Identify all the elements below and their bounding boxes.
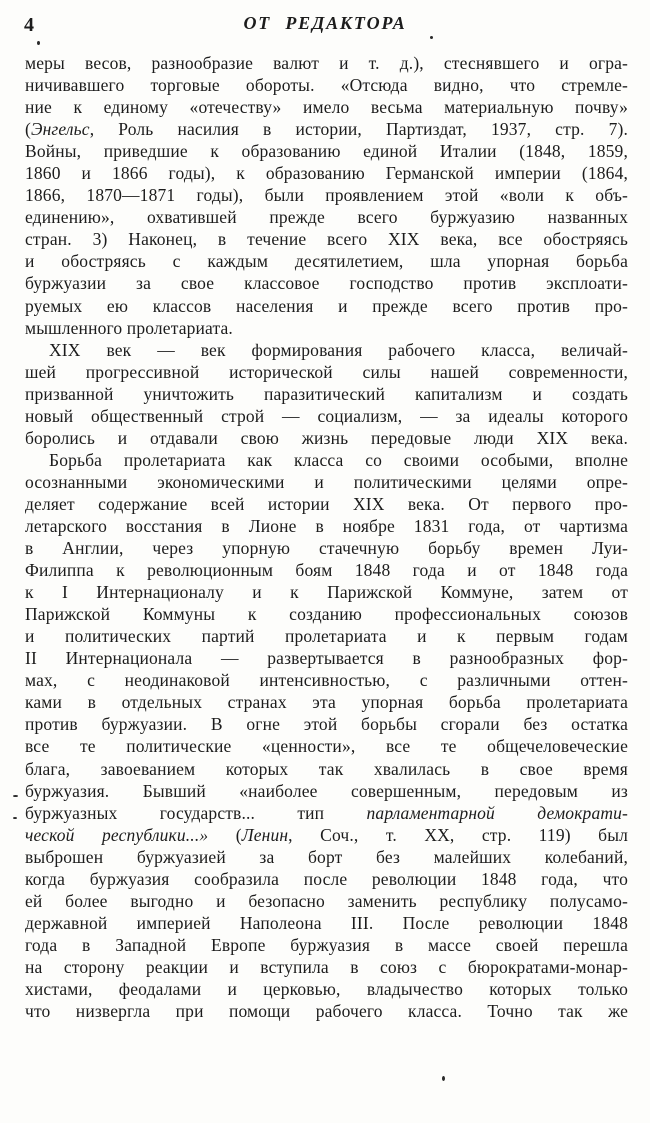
text-line [25, 449, 628, 471]
text-line [25, 603, 628, 625]
text-segment: XIX век — век формирования рабочего класса, величай- [49, 339, 628, 360]
text-line [25, 140, 628, 162]
text-line [25, 735, 628, 757]
text-line [25, 52, 628, 74]
text-segment: призванной уничтожить паразитический капитализм и создать [25, 383, 628, 404]
italic-text-segment: парламентарной демократи- [366, 802, 628, 823]
text-line [25, 162, 628, 184]
text-segment: меры весов, разнообразие валют и т. д.), стеснявшего и огра- [25, 53, 628, 73]
text-line [25, 978, 628, 1000]
text-segment: мах, с неодинаковой интенсивностью, с различными оттен- [25, 670, 628, 691]
text-line [25, 559, 628, 581]
text-segment: единению», охватившей прежде всего буржуазию названных [25, 207, 628, 228]
text-segment: ничивавшего торговые обороты. «Отсюда видно, что стремле- [25, 75, 628, 96]
text-segment: буржуазии за свое классовое господство против эксплоати- [25, 273, 628, 294]
text-line [25, 206, 628, 228]
text-segment: 1866, 1870—1871 годы), были проявлением этой «воли к объ- [25, 185, 628, 206]
text-line [25, 956, 628, 978]
text-line [25, 669, 628, 691]
text-segment: буржуазия. Бывший «наиболее совершенным, передовым из [25, 780, 628, 801]
text-segment: руемых ею классов населения и прежде всего против про- [25, 295, 628, 316]
text-line [25, 625, 628, 647]
text-segment: новый общественный строй — социализм, — за идеалы которого [25, 405, 628, 426]
text-segment: ( [25, 119, 31, 140]
text-line [25, 118, 628, 140]
text-segment: державной империей Наполеона III. После революции 1848 [25, 912, 628, 933]
text-line [25, 96, 628, 118]
text-line [25, 581, 628, 603]
text-line [25, 317, 628, 339]
text-segment: летарского восстания в Лионе в ноябре 1831 года, от чартизма [25, 515, 628, 536]
text-segment: , Роль насилия в истории, Партиздат, 1937, стр. 7). [89, 119, 628, 140]
text-line [25, 427, 628, 449]
scan-speck [37, 41, 40, 45]
text-segment: ками в отдельных странах эта упорная борьба пролетариата [25, 692, 628, 713]
text-line [25, 802, 628, 824]
body-text [25, 52, 628, 1022]
text-segment: года в Западной Европе буржуазия в массе своей перешла [25, 934, 628, 955]
text-line [25, 934, 628, 956]
text-segment: буржуазных государств... тип [25, 802, 367, 823]
text-line [25, 846, 628, 868]
text-segment: 1860 и 1866 годы), к образованию Германской империи (1864, [25, 163, 628, 184]
text-segment: боролись и отдавали свою жизнь передовые люди XIX века. [25, 427, 628, 448]
text-segment: ( [235, 824, 242, 845]
text-line [25, 361, 628, 383]
text-segment: , Соч., т. XX, стр. 119) был [288, 824, 628, 845]
text-segment: на сторону реакции и вступила в союз с бюрократами-монар- [25, 956, 628, 977]
italic-text-segment: ческой республики...» [25, 824, 236, 845]
running-title: ОТ РЕДАКТОРА [243, 13, 407, 33]
text-segment: Войны, приведшие к образованию единой Италии (1848, 1859, [25, 141, 628, 162]
text-segment: деляет содержание всей истории XIX века. От первого про- [25, 493, 628, 514]
scan-speck [13, 795, 18, 797]
text-line [25, 272, 628, 294]
text-line [25, 868, 628, 890]
text-segment: Филиппа к революционным боям 1848 года и от 1848 года [25, 560, 628, 581]
text-segment: к I Интернационалу и к Парижской Коммуне, затем от [25, 582, 628, 603]
text-segment: и обостряясь с каждым десятилетием, шла упорная борьба [25, 251, 628, 272]
text-line [25, 890, 628, 912]
text-segment: против буржуазии. В огне этой борьбы сгорали без остатка [25, 714, 628, 735]
text-segment: блага, завоеванием которых так хвалилась в свое время [25, 758, 628, 779]
text-segment: выброшен буржуазией за борт без малейших колебаний, [25, 846, 628, 867]
text-line [25, 228, 628, 250]
text-line [25, 912, 628, 934]
text-segment: все те политические «ценности», все те общечеловеческие [25, 736, 628, 757]
text-line [25, 691, 628, 713]
text-line [25, 1000, 628, 1022]
text-segment: шей прогрессивной исторической силы нашей современности, [25, 361, 628, 382]
scan-speck [430, 36, 433, 39]
scan-speck [13, 817, 17, 819]
text-line [25, 74, 628, 96]
text-segment: ние к единому «отечеству» имело весьма материальную почву» [25, 97, 628, 118]
text-line [25, 824, 628, 846]
text-line [25, 250, 628, 272]
italic-text-segment: Энгельс [30, 119, 90, 140]
text-segment: Борьба пролетариата как класса со своими особыми, вполне [49, 449, 628, 470]
italic-text-segment: Ленин [241, 824, 289, 845]
text-segment: осознанными экономическими и политическими целями опре- [25, 471, 628, 492]
text-segment: ей более выгодно и безопасно заменить республику полусамо- [25, 890, 628, 911]
page-number: 4 [24, 14, 35, 36]
text-line [25, 758, 628, 780]
text-line [25, 647, 628, 669]
text-segment: и политических партий пролетариата и к первым годам [25, 626, 628, 647]
page-header [0, 13, 650, 39]
text-segment: Парижской Коммуны к созданию профессиональных союзов [25, 604, 628, 625]
text-segment: II Интернационала — развертывается в разнообразных фор- [25, 648, 628, 669]
text-line [25, 184, 628, 206]
text-line [25, 780, 628, 802]
text-line [25, 339, 628, 361]
text-line [25, 471, 628, 493]
text-segment: что низвергла при помощи рабочего класса. Точно так же [25, 1001, 628, 1022]
text-segment: стран. 3) Наконец, в течение всего XIX века, все обостряясь [25, 229, 628, 250]
text-segment: хистами, феодалами и церковью, владычество которых только [25, 978, 628, 999]
text-segment: в Англии, через упорную стачечную борьбу времен Луи- [25, 538, 628, 559]
text-line [25, 493, 628, 515]
text-line [25, 713, 628, 735]
text-line [25, 515, 628, 537]
text-line [25, 383, 628, 405]
scan-speck [442, 1076, 445, 1081]
text-line [25, 295, 628, 317]
text-segment: мышленного пролетариата. [25, 317, 233, 338]
text-line [25, 537, 628, 559]
text-line [25, 405, 628, 427]
text-segment: когда буржуазия сообразила после революции 1848 года, что [25, 868, 628, 889]
